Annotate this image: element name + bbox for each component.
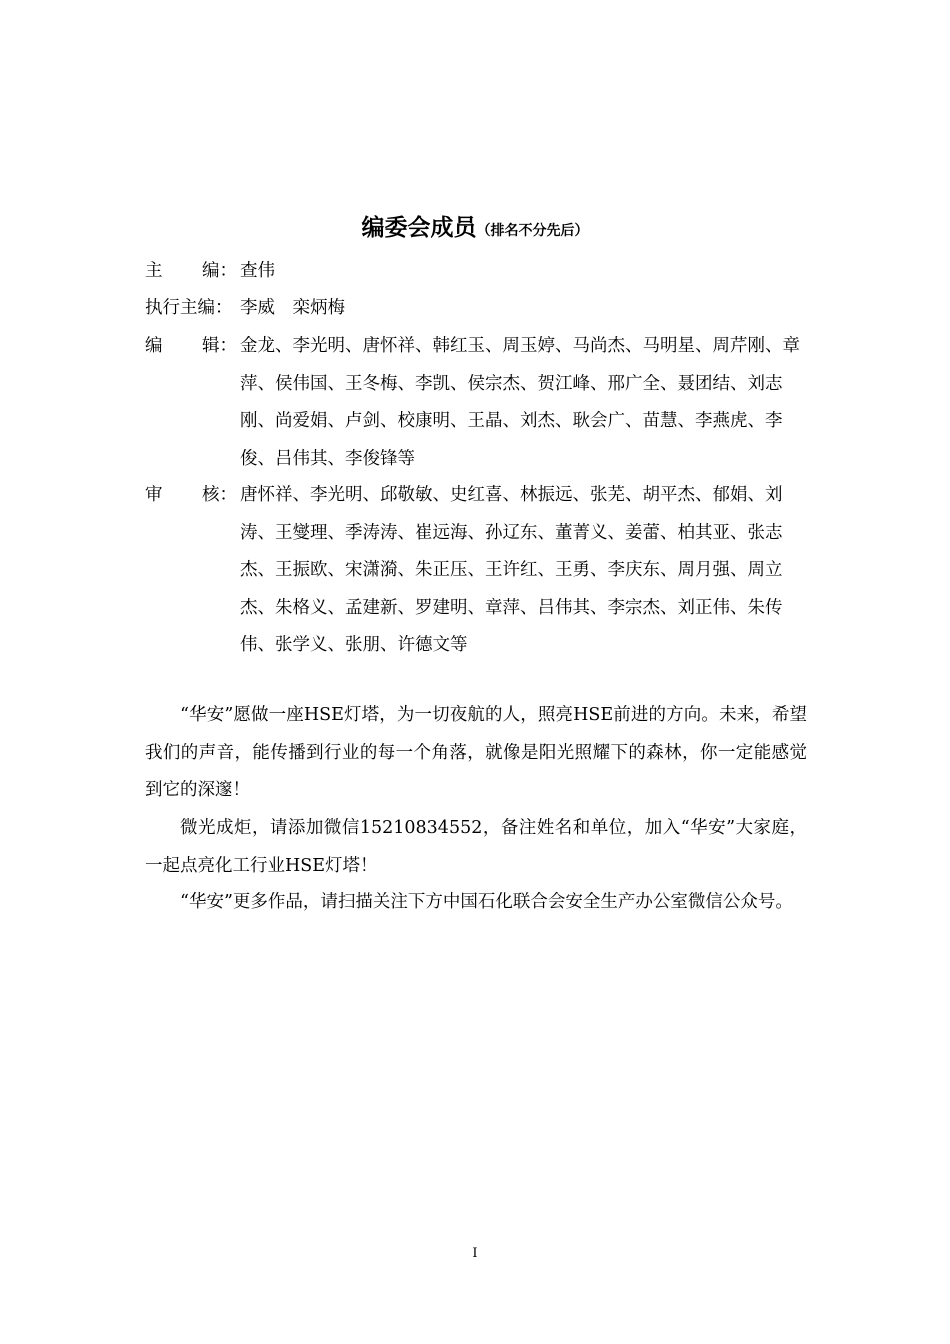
reviewers-row [145,477,825,665]
title-main: 编委会成员 [361,215,477,241]
editors-label-left: 编 [145,336,163,356]
page-title [0,208,950,251]
chief-editor-label [145,253,240,291]
chief-editor-label-left: 主 [145,261,163,281]
reviewers-label [145,477,240,515]
paragraph-scan-follow: “华安”更多作品，请扫描关注下方中国石化联合会安全生产办公室微信公众号。 [180,892,793,912]
page-number: I [472,1246,478,1261]
chief-editor-value: 查伟 [240,261,275,281]
executive-editor-value: 李威 栾炳梅 [240,298,345,318]
chief-editor-row [145,253,825,291]
paragraph-wechat-join: 微光成炬，请添加微信15210834552，备注姓名和单位，加入“华安”大家庭，一起点亮化工行业HSE灯塔！ [145,818,807,876]
reviewers-label-right: 核： [202,485,237,505]
paragraph-lighthouse: “华安”愿做一座HSE灯塔，为一切夜航的人，照亮HSE前进的方向。未来，希望我们的声音，能传播到行业的每一个角落，就像是阳光照耀下的森林，你一定能感觉到它的深邃！ [145,705,807,800]
executive-editor-label-text: 执行主编： [145,298,233,318]
editors-row [145,328,825,478]
title-subtitle: （排名不分先后） [476,223,589,239]
chief-editor-label-right: 编： [202,261,237,281]
executive-editor-label [145,290,240,328]
editors-value: 金龙、李光明、唐怀祥、韩红玉、周玉婷、马尚杰、马明星、周芹刚、章萍、侯伟国、王冬梅、李凯、侯宗杰、贺江峰、邢广全、聂团结、刘志刚、尚爱娟、卢剑、校康明、王晶、刘杰、耿会广、苗慧、李燕虎、李俊、吕伟其、李俊锋等 [240,336,800,469]
reviewers-value: 唐怀祥、李光明、邱敬敏、史红喜、林振远、张芜、胡平杰、郁娟、刘涛、王燮理、季涛涛、崔远海、孙辽东、董菁义、姜蕾、柏其亚、张志杰、王振欧、宋潇漪、朱正压、王许红、王勇、李庆东、周月强、周立杰、朱格义、孟建新、罗建明、章萍、吕伟其、李宗杰、刘正伟、朱传伟、张学义、张朋、许德文等 [240,485,783,655]
executive-editor-row [145,290,825,328]
reviewers-label-left: 审 [145,485,163,505]
editors-label [145,328,240,366]
editors-label-right: 辑： [202,336,237,356]
